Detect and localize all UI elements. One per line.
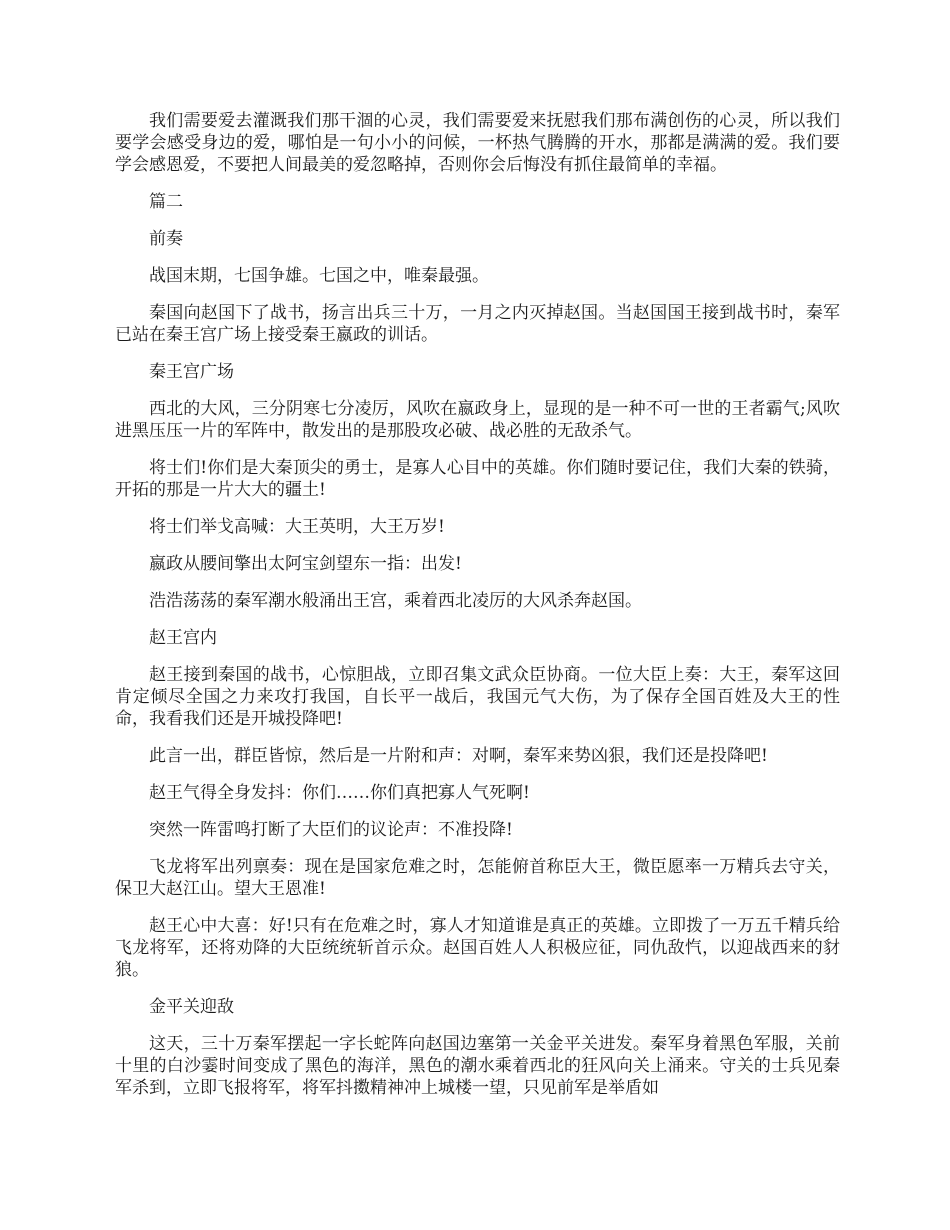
paragraph: 西北的大风，三分阴寒七分凌厉，风吹在嬴政身上，显现的是一种不可一世的王者霸气;风吹进黑压压一片的军阵中，散发出的是那股攻必破、战必胜的无敌杀气。 xyxy=(115,399,840,441)
paragraph: 嬴政从腰间擎出太阿宝剑望东一指：出发! xyxy=(149,554,462,574)
section-heading: 金平关迎敌 xyxy=(149,997,234,1017)
paragraph: 赵王气得全身发抖：你们……你们真把寡人气死啊! xyxy=(149,783,530,803)
paragraph: 浩浩荡荡的秦军潮水般涌出王宫，乘着西北凌厉的大风杀奔赵国。 xyxy=(149,591,642,611)
document-body xyxy=(115,110,840,1114)
paragraph: 将士们!你们是大秦顶尖的勇士，是寡人心目中的英雄。你们随时要记住，我们大秦的铁骑，开拓的那是一片大大的疆土! xyxy=(115,458,840,500)
paragraph: 我们需要爱去灌溉我们那干涸的心灵，我们需要爱来抚慰我们那布满创伤的心灵，所以我们要学会感受身边的爱，哪怕是一句小小的问候，一杯热气腾腾的开水，那都是满满的爱。我们要学会感恩爱，不要把人间最美的爱忽略掉，否则你会后悔没有抓住最简单的幸福。 xyxy=(115,111,840,175)
section-heading: 篇二 xyxy=(149,192,183,212)
section-heading: 秦王宫广场 xyxy=(149,362,234,382)
paragraph: 赵王接到秦国的战书，心惊胆战，立即召集文武众臣协商。一位大臣上奏：大王，秦军这回肯定倾尽全国之力来攻打我国，自长平一战后，我国元气大伤，为了保存全国百姓及大王的性命，我看我们还是开城投降吧! xyxy=(115,665,840,729)
paragraph: 突然一阵雷鸣打断了大臣们的议论声：不准投降! xyxy=(149,820,513,840)
paragraph: 秦国向赵国下了战书，扬言出兵三十万，一月之内灭掉赵国。当赵国国王接到战书时，秦军已站在秦王宫广场上接受秦王嬴政的训话。 xyxy=(115,303,840,345)
section-heading: 赵王宫内 xyxy=(149,628,217,648)
paragraph: 将士们举戈高喊：大王英明，大王万岁! xyxy=(149,517,445,537)
paragraph: 飞龙将军出列禀奏：现在是国家危难之时，怎能俯首称臣大王，微臣愿率一万精兵去守关，保卫大赵江山。望大王恩准! xyxy=(115,857,840,899)
paragraph: 这天，三十万秦军摆起一字长蛇阵向赵国边塞第一关金平关进发。秦军身着黑色军服，关前十里的白沙霎时间变成了黑色的海洋，黑色的潮水乘着西北的狂风向关上涌来。守关的士兵见秦军杀到，立即飞报将军，将军抖擞精神冲上城楼一望，只见前军是举盾如 xyxy=(115,1034,840,1098)
section-heading: 前奏 xyxy=(149,229,183,249)
paragraph: 此言一出，群臣皆惊，然后是一片附和声：对啊，秦军来势凶狠，我们还是投降吧! xyxy=(149,746,768,766)
paragraph: 战国末期，七国争雄。七国之中，唯秦最强。 xyxy=(149,266,489,286)
paragraph: 赵王心中大喜：好!只有在危难之时，寡人才知道谁是真正的英雄。立即拨了一万五千精兵给飞龙将军，还将劝降的大臣统统斩首示众。赵国百姓人人积极应征，同仇敌忾，以迎战西来的豺狼。 xyxy=(115,916,840,980)
